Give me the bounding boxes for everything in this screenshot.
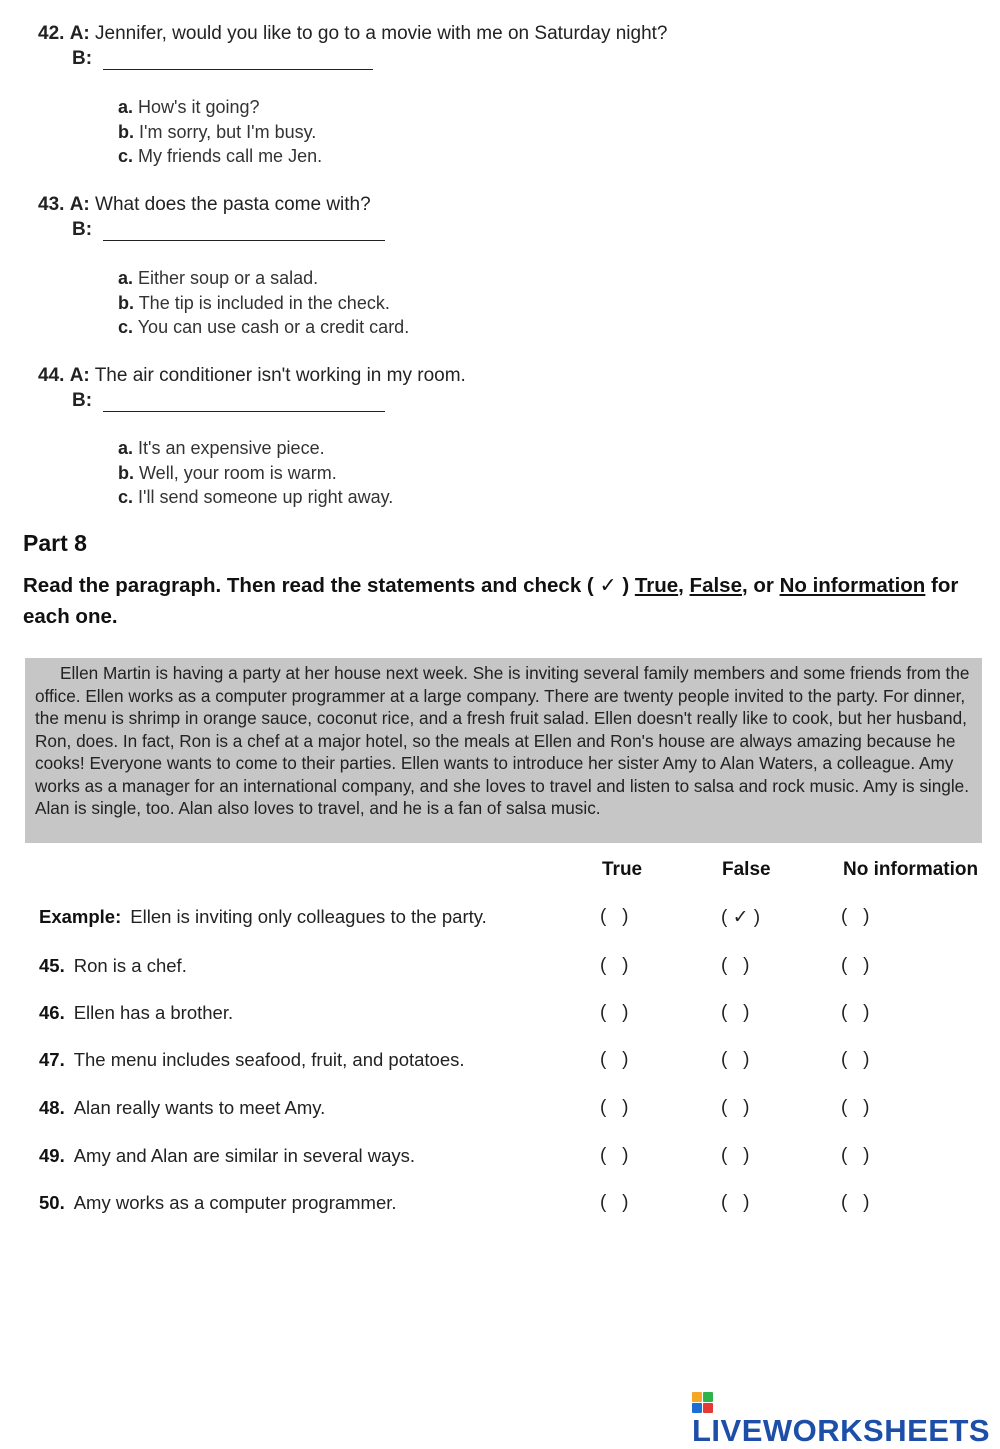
answer-blank[interactable] <box>103 222 385 241</box>
question-43 <box>38 194 371 216</box>
speaker-b-label: B: <box>72 48 93 69</box>
false-label: False <box>689 574 742 597</box>
question-42-answer-line <box>72 48 373 70</box>
option[interactable] <box>118 266 409 291</box>
option[interactable] <box>118 95 322 120</box>
false-checkbox[interactable]: ( ) <box>721 1097 750 1118</box>
instructions-text: Read the paragraph. Then read the statements and check ( <box>23 574 600 597</box>
option-text: Either soup or a salad. <box>138 268 319 288</box>
statement-number: 50. <box>39 1192 65 1213</box>
speaker-a-text: The air conditioner isn't working in my room. <box>94 365 466 386</box>
option-text: My friends call me Jen. <box>138 146 323 166</box>
question-42-options <box>118 95 322 169</box>
option[interactable] <box>118 485 393 510</box>
reading-paragraph: Ellen Martin is having a party at her house next week. She is inviting several family members and some friends from the office. Ellen works as a computer programmer at a large company. There are twenty people invited to the party. For dinner, the menu is shrimp in orange sauce, coconut rice, and a fresh fruit salad. Ellen doesn't really like to cook, but her husband, Ron, does. In fact, Ron is a chef at a major hotel, so the meals at Ellen and Ron's house are always amazing because he cooks! Everyone wants to come to their parties. Ellen wants to introduce her sister Amy to Alan Waters, a colleague. Amy works as a manager for an international company, and she loves to travel and listen to salsa and rock music. Amy is single. Alan is single, too. Alan also loves to travel, and he is a fan of salsa music. <box>35 663 970 818</box>
column-header-false: False <box>722 859 771 880</box>
question-number: 44. <box>38 365 65 386</box>
speaker-b-label: B: <box>72 390 93 411</box>
option-text: Well, your room is warm. <box>139 462 337 483</box>
option[interactable] <box>118 144 322 169</box>
option-letter: c. <box>118 146 134 166</box>
option-text: The tip is included in the check. <box>138 292 390 313</box>
option-letter: c. <box>118 317 134 337</box>
no-information-checkbox[interactable]: ( ) <box>841 1192 870 1213</box>
option-letter: b. <box>118 462 134 483</box>
statement-row <box>39 1002 233 1024</box>
statement-row <box>39 1192 397 1214</box>
option-letter: a. <box>118 438 134 458</box>
example-statement <box>39 906 487 928</box>
no-information-checkbox[interactable]: ( ) <box>841 1049 870 1070</box>
logo-square <box>703 1392 713 1402</box>
true-checkbox[interactable]: ( ) <box>600 955 629 976</box>
statement-row <box>39 1145 415 1167</box>
statement-text: Alan really wants to meet Amy. <box>73 1097 326 1118</box>
true-checkbox[interactable]: ( ) <box>600 1192 629 1213</box>
statement-row <box>39 955 187 977</box>
reading-paragraph-box <box>25 658 982 843</box>
logo-text: LIVEWORKSHEETS <box>692 1413 991 1448</box>
option-text: You can use cash or a credit card. <box>137 317 410 337</box>
statement-number: 45. <box>39 955 65 976</box>
no-information-checkbox[interactable]: ( ) <box>841 1002 870 1023</box>
statement-number: 49. <box>39 1145 65 1166</box>
true-checkbox[interactable]: ( ) <box>600 1145 629 1166</box>
no-information-checkbox[interactable]: ( ) <box>841 955 870 976</box>
logo-square <box>703 1403 713 1413</box>
option[interactable] <box>118 120 322 145</box>
no-information-checkbox[interactable]: ( ) <box>841 906 870 927</box>
speaker-a-text: What does the pasta come with? <box>95 194 371 215</box>
question-44 <box>38 365 466 387</box>
statement-text: Ellen is inviting only colleagues to the party. <box>130 906 487 927</box>
instructions <box>23 570 963 632</box>
true-checkbox[interactable]: ( ) <box>600 1097 629 1118</box>
question-number: 42. <box>38 23 65 44</box>
option-letter: a. <box>118 268 134 288</box>
liveworksheets-logo-icon <box>692 1392 713 1413</box>
column-header-no-information: No information <box>843 859 979 880</box>
false-checkbox[interactable]: ( ) <box>721 1002 750 1023</box>
option-text: I'll send someone up right away. <box>138 487 394 507</box>
option-letter: c. <box>118 487 134 507</box>
question-43-options <box>118 266 409 340</box>
instructions-text: , <box>678 574 690 597</box>
statement-number: 48. <box>39 1097 65 1118</box>
no-information-checkbox[interactable]: ( ) <box>841 1145 870 1166</box>
speaker-b-label: B: <box>72 219 93 240</box>
false-checkbox[interactable]: ( ) <box>721 1192 750 1213</box>
question-44-answer-line <box>72 390 385 412</box>
liveworksheets-logo <box>692 1372 1000 1449</box>
statement-text: Amy and Alan are similar in several ways. <box>73 1145 416 1166</box>
question-44-options <box>118 436 393 510</box>
true-checkbox[interactable]: ( ) <box>600 1049 629 1070</box>
false-checkbox[interactable]: ( ) <box>721 955 750 976</box>
logo-square <box>692 1392 702 1402</box>
answer-blank[interactable] <box>103 393 385 412</box>
statement-number: 46. <box>39 1002 65 1023</box>
instructions-text: for each one. <box>23 574 959 628</box>
no-information-checkbox[interactable]: ( ) <box>841 1097 870 1118</box>
option-letter: b. <box>118 292 134 313</box>
question-43-answer-line <box>72 219 385 241</box>
false-checkbox[interactable]: ( ) <box>721 1049 750 1070</box>
option-letter: a. <box>118 97 134 117</box>
option-text: How's it going? <box>138 97 260 117</box>
instructions-text: , or <box>741 574 780 597</box>
speaker-a-label: A: <box>69 365 90 386</box>
true-checkbox[interactable]: ( ) <box>600 906 629 927</box>
option[interactable] <box>118 461 393 486</box>
statement-number: Example: <box>39 906 122 927</box>
part-title: Part 8 <box>23 530 87 556</box>
statement-text: Ellen has a brother. <box>73 1002 234 1023</box>
true-label: True <box>634 574 679 597</box>
option[interactable] <box>118 315 409 340</box>
speaker-a-label: A: <box>69 194 90 215</box>
logo-square <box>692 1403 702 1413</box>
option[interactable] <box>118 436 393 461</box>
check-icon: ✓ <box>599 574 617 597</box>
statement-text: Amy works as a computer programmer. <box>73 1192 397 1213</box>
option-letter: b. <box>118 121 134 142</box>
speaker-a-label: A: <box>69 23 90 44</box>
option-text: It's an expensive piece. <box>138 438 325 458</box>
false-checkbox[interactable]: ( ) <box>721 1145 750 1166</box>
statement-text: Ron is a chef. <box>73 955 187 976</box>
option-text: I'm sorry, but I'm busy. <box>139 121 317 142</box>
speaker-a-text: Jennifer, would you like to go to a movie with me on Saturday night? <box>95 23 668 44</box>
statement-row <box>39 1049 465 1071</box>
statement-text: The menu includes seafood, fruit, and potatoes. <box>73 1049 465 1070</box>
true-checkbox[interactable]: ( ) <box>600 1002 629 1023</box>
column-header-true: True <box>602 859 643 880</box>
statement-row <box>39 1097 325 1119</box>
false-checkbox[interactable]: ( ✓ ) <box>721 907 761 928</box>
statement-number: 47. <box>39 1049 65 1070</box>
option[interactable] <box>118 291 409 316</box>
answer-blank[interactable] <box>103 51 373 70</box>
question-number: 43. <box>38 194 65 215</box>
question-42 <box>38 23 668 45</box>
instructions-text: ) <box>616 574 635 597</box>
no-information-label: No information <box>779 574 926 597</box>
